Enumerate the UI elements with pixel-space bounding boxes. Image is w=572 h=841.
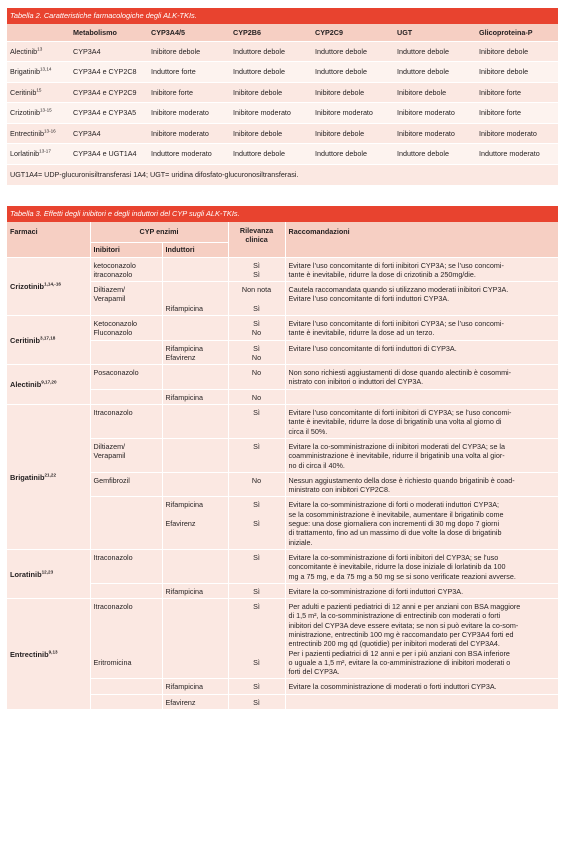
rilevanza-cell	[228, 282, 285, 316]
table-row	[7, 549, 558, 583]
inibitori-cell	[90, 472, 162, 497]
table-cell: Inibitore debole	[148, 41, 230, 62]
inibitore-item: Itraconazolo	[93, 552, 133, 562]
raccomandazione-line: Evitare l’uso concomitante di forti inibitori di CYP3A; se l’uso concomi-	[288, 408, 512, 418]
table-cell: Inibitore debole	[230, 123, 312, 144]
drug-name: Alectinib	[10, 380, 42, 390]
rilevanza-value	[232, 630, 282, 639]
rilevanza-cell	[228, 497, 285, 549]
raccomandazione-cell	[285, 365, 558, 390]
inibitori-cell	[90, 438, 162, 472]
raccomandazione-cell	[285, 549, 558, 583]
induttori-cell	[162, 282, 228, 316]
table-cell: Inibitore moderato	[312, 103, 394, 124]
table-cell: Inibitore moderato	[230, 103, 312, 124]
table-row	[7, 497, 558, 549]
induttori-cell	[162, 472, 228, 497]
rilevanza-value: Sì	[253, 586, 260, 596]
induttori-cell	[162, 694, 228, 709]
table-cell: CYP3A4 e UGT1A4	[70, 144, 148, 165]
raccomandazione-line: se la cosomministrazione è inevitabile, aumentare il brigatinib come	[288, 509, 504, 519]
inibitori-cell	[90, 340, 162, 365]
drug-name-cell	[7, 365, 90, 405]
drug-name-cell	[7, 144, 70, 165]
drug-name-cell	[7, 62, 70, 83]
raccomandazione-line: ministrazione, entrectinib 100 mg è raccomandato per CYP3A4 forti ed	[288, 630, 514, 639]
inibitore-item: Posaconazolo	[93, 368, 139, 378]
raccomandazione-line: no di circa il 40%.	[288, 460, 345, 470]
rilevanza-cell	[228, 405, 285, 439]
table-row	[7, 365, 558, 390]
table-2-header-cell: Metabolismo	[70, 24, 148, 41]
table-cell: Inibitore moderato	[148, 103, 230, 124]
rilevanza-cell	[228, 365, 285, 390]
rilevanza-value: Sì	[253, 441, 260, 451]
inibitore-item: Verapamil	[93, 294, 126, 304]
header-induttori: Induttori	[162, 242, 228, 257]
inibitore-item	[94, 639, 159, 648]
inibitore-item	[94, 621, 159, 630]
table-cell: Inibitore moderato	[394, 123, 476, 144]
table-cell: Induttore debole	[394, 62, 476, 83]
drug-name-cell	[7, 123, 70, 144]
rilevanza-value: Sì	[253, 269, 260, 279]
rilevanza-value: No	[251, 328, 262, 338]
table-cell: Induttore debole	[312, 144, 394, 165]
rilevanza-value: Sì	[253, 500, 260, 510]
table-cell: Induttore debole	[394, 144, 476, 165]
rilevanza-value: Sì	[253, 343, 260, 353]
induttore-item: Rifampicina	[165, 586, 204, 596]
inibitore-item	[94, 630, 159, 639]
inibitori-cell	[90, 497, 162, 549]
raccomandazione-line: Evitare la co-somministrazione di inibitori moderati del CYP3A; se la	[288, 441, 506, 451]
induttori-cell	[162, 599, 228, 679]
raccomandazione-line: Evitare la co-somministrazione di forti inibitori del CYP3A; se l’uso	[288, 552, 499, 562]
rilevanza-cell	[228, 694, 285, 709]
drug-name: Loratinib	[10, 569, 42, 579]
induttore-item	[166, 294, 225, 303]
table-row	[7, 679, 558, 694]
raccomandazione-line: Per i pazienti pediatrici di 12 anni e per i più anziani con BSA inferiore	[288, 648, 510, 658]
reference-superscript: 1,14,-16	[44, 281, 61, 287]
table-cell: Inibitore debole	[476, 41, 558, 62]
raccomandazione-line: entrectinib 200 mg qd (quotidie) per inibitori moderati del CYP3A4.	[288, 639, 500, 649]
induttore-item: Efavirenz	[165, 352, 196, 362]
rilevanza-cell	[228, 315, 285, 340]
rilevanza-cell	[228, 389, 285, 404]
table-cell: Induttore moderato	[148, 144, 230, 165]
inibitori-cell	[90, 315, 162, 340]
raccomandazione-cell	[285, 472, 558, 497]
inibitori-cell	[90, 679, 162, 694]
raccomandazione-line: Evitare la co-somministrazione di forti o moderati induttori CYP3A;	[288, 500, 500, 510]
raccomandazione-cell	[285, 389, 558, 404]
induttori-cell	[162, 549, 228, 583]
inibitore-item: Diltiazem/	[93, 285, 126, 295]
rilevanza-value: Sì	[253, 303, 260, 313]
inibitori-cell	[90, 282, 162, 316]
drug-name: Entrectinib	[10, 128, 44, 138]
table-cell: Induttore debole	[230, 41, 312, 62]
table-3-caption: Tabella 3. Effetti degli inibitori e degli induttori del CYP sugli ALK-TKIs.	[7, 206, 558, 222]
drug-name: Alectinib	[10, 46, 38, 56]
drug-name: Crizotinib	[10, 282, 45, 292]
inibitori-cell	[90, 257, 162, 282]
raccomandazione-cell	[285, 257, 558, 282]
raccomandazione-line: o uguale a 1,5 m², evitare la co-amministrazione di inibitori moderati o	[288, 657, 511, 667]
reference-superscript: 12,23	[41, 569, 54, 575]
rilevanza-cell	[228, 340, 285, 365]
table-cell: Inibitore moderato	[476, 123, 558, 144]
rilevanza-value: Non nota	[241, 285, 272, 295]
raccomandazione-line: concomitante è inevitabile, ridurre la dose iniziale di lorlatinib da 100	[288, 562, 506, 572]
rilevanza-value	[232, 621, 282, 630]
table-cell: Induttore forte	[148, 62, 230, 83]
raccomandazione-line: mg a 75 mg, e da 75 mg a 50 mg se si sono verificate reazioni avverse.	[288, 571, 516, 581]
induttori-cell	[162, 257, 228, 282]
raccomandazione-line: Evitare la co-somministrazione di forti induttori CYP3A.	[288, 586, 464, 596]
raccomandazione-line: segue: una dose giornaliera con incrementi di 30 mg dopo 7 giorni	[288, 519, 500, 529]
table-2-note-row	[7, 164, 558, 185]
reference-superscript: 13-16	[43, 128, 56, 134]
raccomandazione-cell	[285, 282, 558, 316]
induttori-cell	[162, 405, 228, 439]
table-2-header-row	[7, 24, 558, 41]
table-2-header-cell: Glicoproteina-P	[476, 24, 558, 41]
rilevanza-value: No	[251, 352, 262, 362]
table-cell: Induttore moderato	[476, 144, 558, 165]
table-row	[7, 389, 558, 404]
inibitori-cell	[90, 365, 162, 390]
raccomandazione-line: ministrato con inibitori CYP2C8.	[288, 485, 390, 495]
table-row	[7, 472, 558, 497]
table-cell: Inibitore debole	[312, 123, 394, 144]
table-3	[7, 206, 558, 709]
table-2-header-cell: CYP2C9	[312, 24, 394, 41]
reference-superscript: 15	[36, 87, 42, 93]
raccomandazione-line: Evitare la cosomministrazione di moderati o forti induttori CYP3A.	[288, 682, 497, 692]
rilevanza-cell	[228, 549, 285, 583]
reference-superscript: 3,17,18	[39, 335, 56, 341]
induttori-cell	[162, 315, 228, 340]
induttore-item: Rifampicina	[165, 392, 204, 402]
induttori-cell	[162, 497, 228, 549]
drug-name: Lorlatinib	[10, 149, 40, 159]
table-2-footnote: UGT1A4= UDP-glucuronisiltransferasi 1A4; UGT= uridina difosfato-glucuronosiltransferasi.	[7, 164, 558, 185]
induttore-item: Efavirenz	[165, 519, 196, 529]
inibitore-item: Diltiazem/	[93, 441, 126, 451]
raccomandazione-line: Evitare l’uso concomitante di forti induttori di CYP3A.	[288, 343, 457, 353]
drug-name: Ceritinib	[10, 335, 40, 345]
raccomandazione-line: coamministrazione è inevitabile, ridurre il brigatinib una volta al gior-	[288, 451, 505, 461]
table-cell: CYP3A4	[70, 123, 148, 144]
induttori-cell	[162, 340, 228, 365]
rilevanza-value: No	[251, 368, 262, 378]
raccomandazione-cell	[285, 497, 558, 549]
table-cell: Induttore debole	[312, 41, 394, 62]
drug-name: Ceritinib	[10, 87, 37, 97]
inibitore-item: itraconazolo	[93, 269, 133, 279]
table-2-caption: Tabella 2. Caratteristiche farmacologiche degli ALK-TKIs.	[7, 8, 558, 24]
table-cell: Inibitore debole	[394, 82, 476, 103]
reference-superscript: 13	[37, 46, 43, 52]
table-2-grid	[7, 24, 558, 185]
drug-name: Brigatinib	[10, 472, 45, 482]
rilevanza-cell	[228, 257, 285, 282]
table-row	[7, 583, 558, 598]
rilevanza-value: Sì	[253, 408, 260, 418]
table-cell: Inibitore forte	[148, 82, 230, 103]
raccomandazione-cell	[285, 694, 558, 709]
table-cell: Inibitore debole	[312, 82, 394, 103]
induttore-item: Rifampicina	[165, 303, 204, 313]
table-row	[7, 282, 558, 316]
drug-name-cell	[7, 315, 90, 364]
rilevanza-value: Sì	[253, 682, 260, 692]
inibitore-item: Eritromicina	[93, 657, 132, 667]
rilevanza-cell	[228, 472, 285, 497]
header-cyp-enzimi: CYP enzimi	[90, 222, 228, 242]
rilevanza-cell	[228, 583, 285, 598]
table-row	[7, 62, 558, 83]
table-cell: Inibitore forte	[476, 103, 558, 124]
rilevanza-value	[232, 649, 282, 658]
table-cell: CYP3A4 e CYP2C9	[70, 82, 148, 103]
table-3-grid	[7, 222, 559, 709]
drug-name-cell	[7, 82, 70, 103]
inibitore-item	[94, 611, 159, 620]
table-cell: Induttore debole	[312, 62, 394, 83]
induttore-item	[166, 510, 225, 519]
raccomandazione-cell	[285, 340, 558, 365]
raccomandazione-line: Evitare l’uso concomitante di forti inibitori CYP3A; se l’uso concomi-	[288, 260, 504, 270]
table-row	[7, 340, 558, 365]
rilevanza-value: No	[251, 392, 262, 402]
drug-name-cell	[7, 599, 90, 709]
table-2-header-cell: CYP2B6	[230, 24, 312, 41]
table-row	[7, 599, 558, 679]
drug-name-cell	[7, 103, 70, 124]
reference-superscript: 13,14	[39, 66, 52, 72]
inibitore-item: Gemfibrozil	[93, 475, 130, 485]
table-cell: Inibitore debole	[230, 82, 312, 103]
raccomandazione-line: tante è inevitabile, ridurre la dose di crizotinib a 250mg/die.	[288, 269, 476, 279]
table-row	[7, 438, 558, 472]
table-row	[7, 82, 558, 103]
table-row	[7, 315, 558, 340]
table-2	[7, 8, 558, 185]
induttore-item: Efavirenz	[165, 697, 196, 707]
table-cell: Inibitore moderato	[148, 123, 230, 144]
rilevanza-value: Sì	[253, 519, 260, 529]
raccomandazione-line: tante è inevitabile, ridurre la dose di brigatinib una volta al giorno di	[288, 417, 502, 427]
raccomandazione-line: circa il 50%.	[288, 426, 328, 436]
rilevanza-cell	[228, 599, 285, 679]
rilevanza-value	[232, 639, 282, 648]
raccomandazione-line: di 1,5 m², la co-somministrazione di entrectinib con moderati o forti	[288, 611, 501, 621]
reference-superscript: 9,13	[48, 649, 58, 655]
raccomandazione-line: Cautela raccomandata quando si utilizzano moderati inibitori CYP3A.	[288, 285, 509, 295]
induttori-cell	[162, 438, 228, 472]
rilevanza-value: No	[251, 475, 262, 485]
drug-name: Brigatinib	[10, 67, 40, 77]
raccomandazione-line: Nessun aggiustamento della dose è richiesto quando brigatinib è coad-	[288, 475, 515, 485]
inibitori-cell	[90, 583, 162, 598]
raccomandazione-line: Per adulti e pazienti pediatrici di 12 anni e per anziani con BSA maggiore	[288, 602, 521, 612]
inibitore-item: ketoconazolo	[93, 260, 136, 270]
induttore-item	[166, 285, 225, 294]
rilevanza-value: Sì	[253, 318, 260, 328]
drug-name-cell	[7, 257, 90, 315]
raccomandazione-line: di trattamento, fino ad un massimo di due volte la dose di brigatinib	[288, 528, 502, 538]
table-cell: CYP3A4 e CYP2C8	[70, 62, 148, 83]
table-cell: Inibitore debole	[476, 62, 558, 83]
header-farmaci: Farmaci	[7, 222, 90, 257]
reference-superscript: 13-15	[39, 107, 52, 113]
table-cell: Induttore debole	[230, 62, 312, 83]
rilevanza-value: Sì	[253, 697, 260, 707]
raccomandazione-line: Evitare l’uso concomitante di forti inibitori CYP3A; se l’uso concomi-	[288, 318, 504, 328]
raccomandazione-cell	[285, 583, 558, 598]
rilevanza-value	[232, 611, 282, 620]
rilevanza-value: Sì	[253, 260, 260, 270]
drug-name-cell	[7, 405, 90, 550]
table-cell: CYP3A4 e CYP3A5	[70, 103, 148, 124]
raccomandazione-cell	[285, 438, 558, 472]
raccomandazione-line: iniziale.	[288, 537, 313, 547]
inibitori-cell	[90, 389, 162, 404]
induttore-item: Rifampicina	[165, 343, 204, 353]
table-2-header-cell	[7, 24, 70, 41]
inibitori-cell	[90, 549, 162, 583]
rilevanza-value: Sì	[253, 552, 260, 562]
table-3-header-row	[7, 222, 558, 242]
raccomandazione-cell	[285, 315, 558, 340]
table-row	[7, 123, 558, 144]
inibitore-item	[94, 649, 159, 658]
raccomandazione-cell	[285, 679, 558, 694]
table-cell: Inibitore forte	[476, 82, 558, 103]
drug-name: Entrectinib	[10, 649, 49, 659]
drug-name-cell	[7, 549, 90, 598]
table-row	[7, 103, 558, 124]
table-cell: Inibitore moderato	[394, 103, 476, 124]
table-row	[7, 257, 558, 282]
inibitori-cell	[90, 405, 162, 439]
raccomandazione-line: inibitori del CYP3A deve essere evitata; se non si può evitare la co-som-	[288, 620, 519, 630]
induttori-cell	[162, 389, 228, 404]
table-2-header-cell: CYP3A4/5	[148, 24, 230, 41]
table-row	[7, 41, 558, 62]
drug-name-cell	[7, 41, 70, 62]
raccomandazione-line: nistrato con inibitori o induttori del CYP3A.	[288, 377, 424, 387]
drug-name: Crizotinib	[10, 108, 40, 118]
inibitore-item: Ketoconazolo	[93, 318, 138, 328]
inibitori-cell	[90, 599, 162, 679]
inibitori-cell	[90, 694, 162, 709]
rilevanza-value	[232, 294, 282, 303]
reference-superscript: 9,17,20	[41, 380, 57, 385]
table-row	[7, 694, 558, 709]
header-raccomandazioni: Raccomandazioni	[285, 222, 558, 257]
raccomandazione-line: Evitare l’uso concomitante di forti induttori CYP3A.	[288, 294, 450, 304]
table-cell: CYP3A4	[70, 41, 148, 62]
inibitore-item: Fluconazolo	[93, 328, 133, 338]
header-inibitori: Inibitori	[90, 242, 162, 257]
inibitore-item: Itraconazolo	[93, 602, 133, 612]
raccomandazione-line: tante è inevitabile, ridurre la dose ad un terzo.	[288, 328, 435, 338]
table-2-header-cell: UGT	[394, 24, 476, 41]
inibitore-item: Itraconazolo	[93, 408, 133, 418]
raccomandazione-line: Non sono richiesti aggiustamenti di dose quando alectinib è cosommi-	[288, 368, 512, 378]
induttori-cell	[162, 583, 228, 598]
table-cell: Induttore debole	[394, 41, 476, 62]
inibitore-item: Verapamil	[93, 451, 126, 461]
rilevanza-value: Sì	[253, 602, 260, 612]
rilevanza-cell	[228, 679, 285, 694]
rilevanza-value	[232, 510, 282, 519]
raccomandazione-cell	[285, 599, 558, 679]
raccomandazione-cell	[285, 405, 558, 439]
table-row	[7, 405, 558, 439]
rilevanza-cell	[228, 438, 285, 472]
induttore-item: Rifampicina	[165, 682, 204, 692]
rilevanza-value: Sì	[253, 657, 260, 667]
raccomandazione-line: forti del CYP3A.	[288, 667, 340, 677]
reference-superscript: 21,22	[44, 472, 56, 478]
reference-superscript: 13-17	[39, 148, 51, 154]
induttore-item: Rifampicina	[165, 500, 204, 510]
header-rilevanza-clinica: Rilevanza clinica	[228, 222, 285, 257]
induttori-cell	[162, 679, 228, 694]
table-row	[7, 144, 558, 165]
table-cell: Induttore debole	[230, 144, 312, 165]
induttori-cell	[162, 365, 228, 390]
